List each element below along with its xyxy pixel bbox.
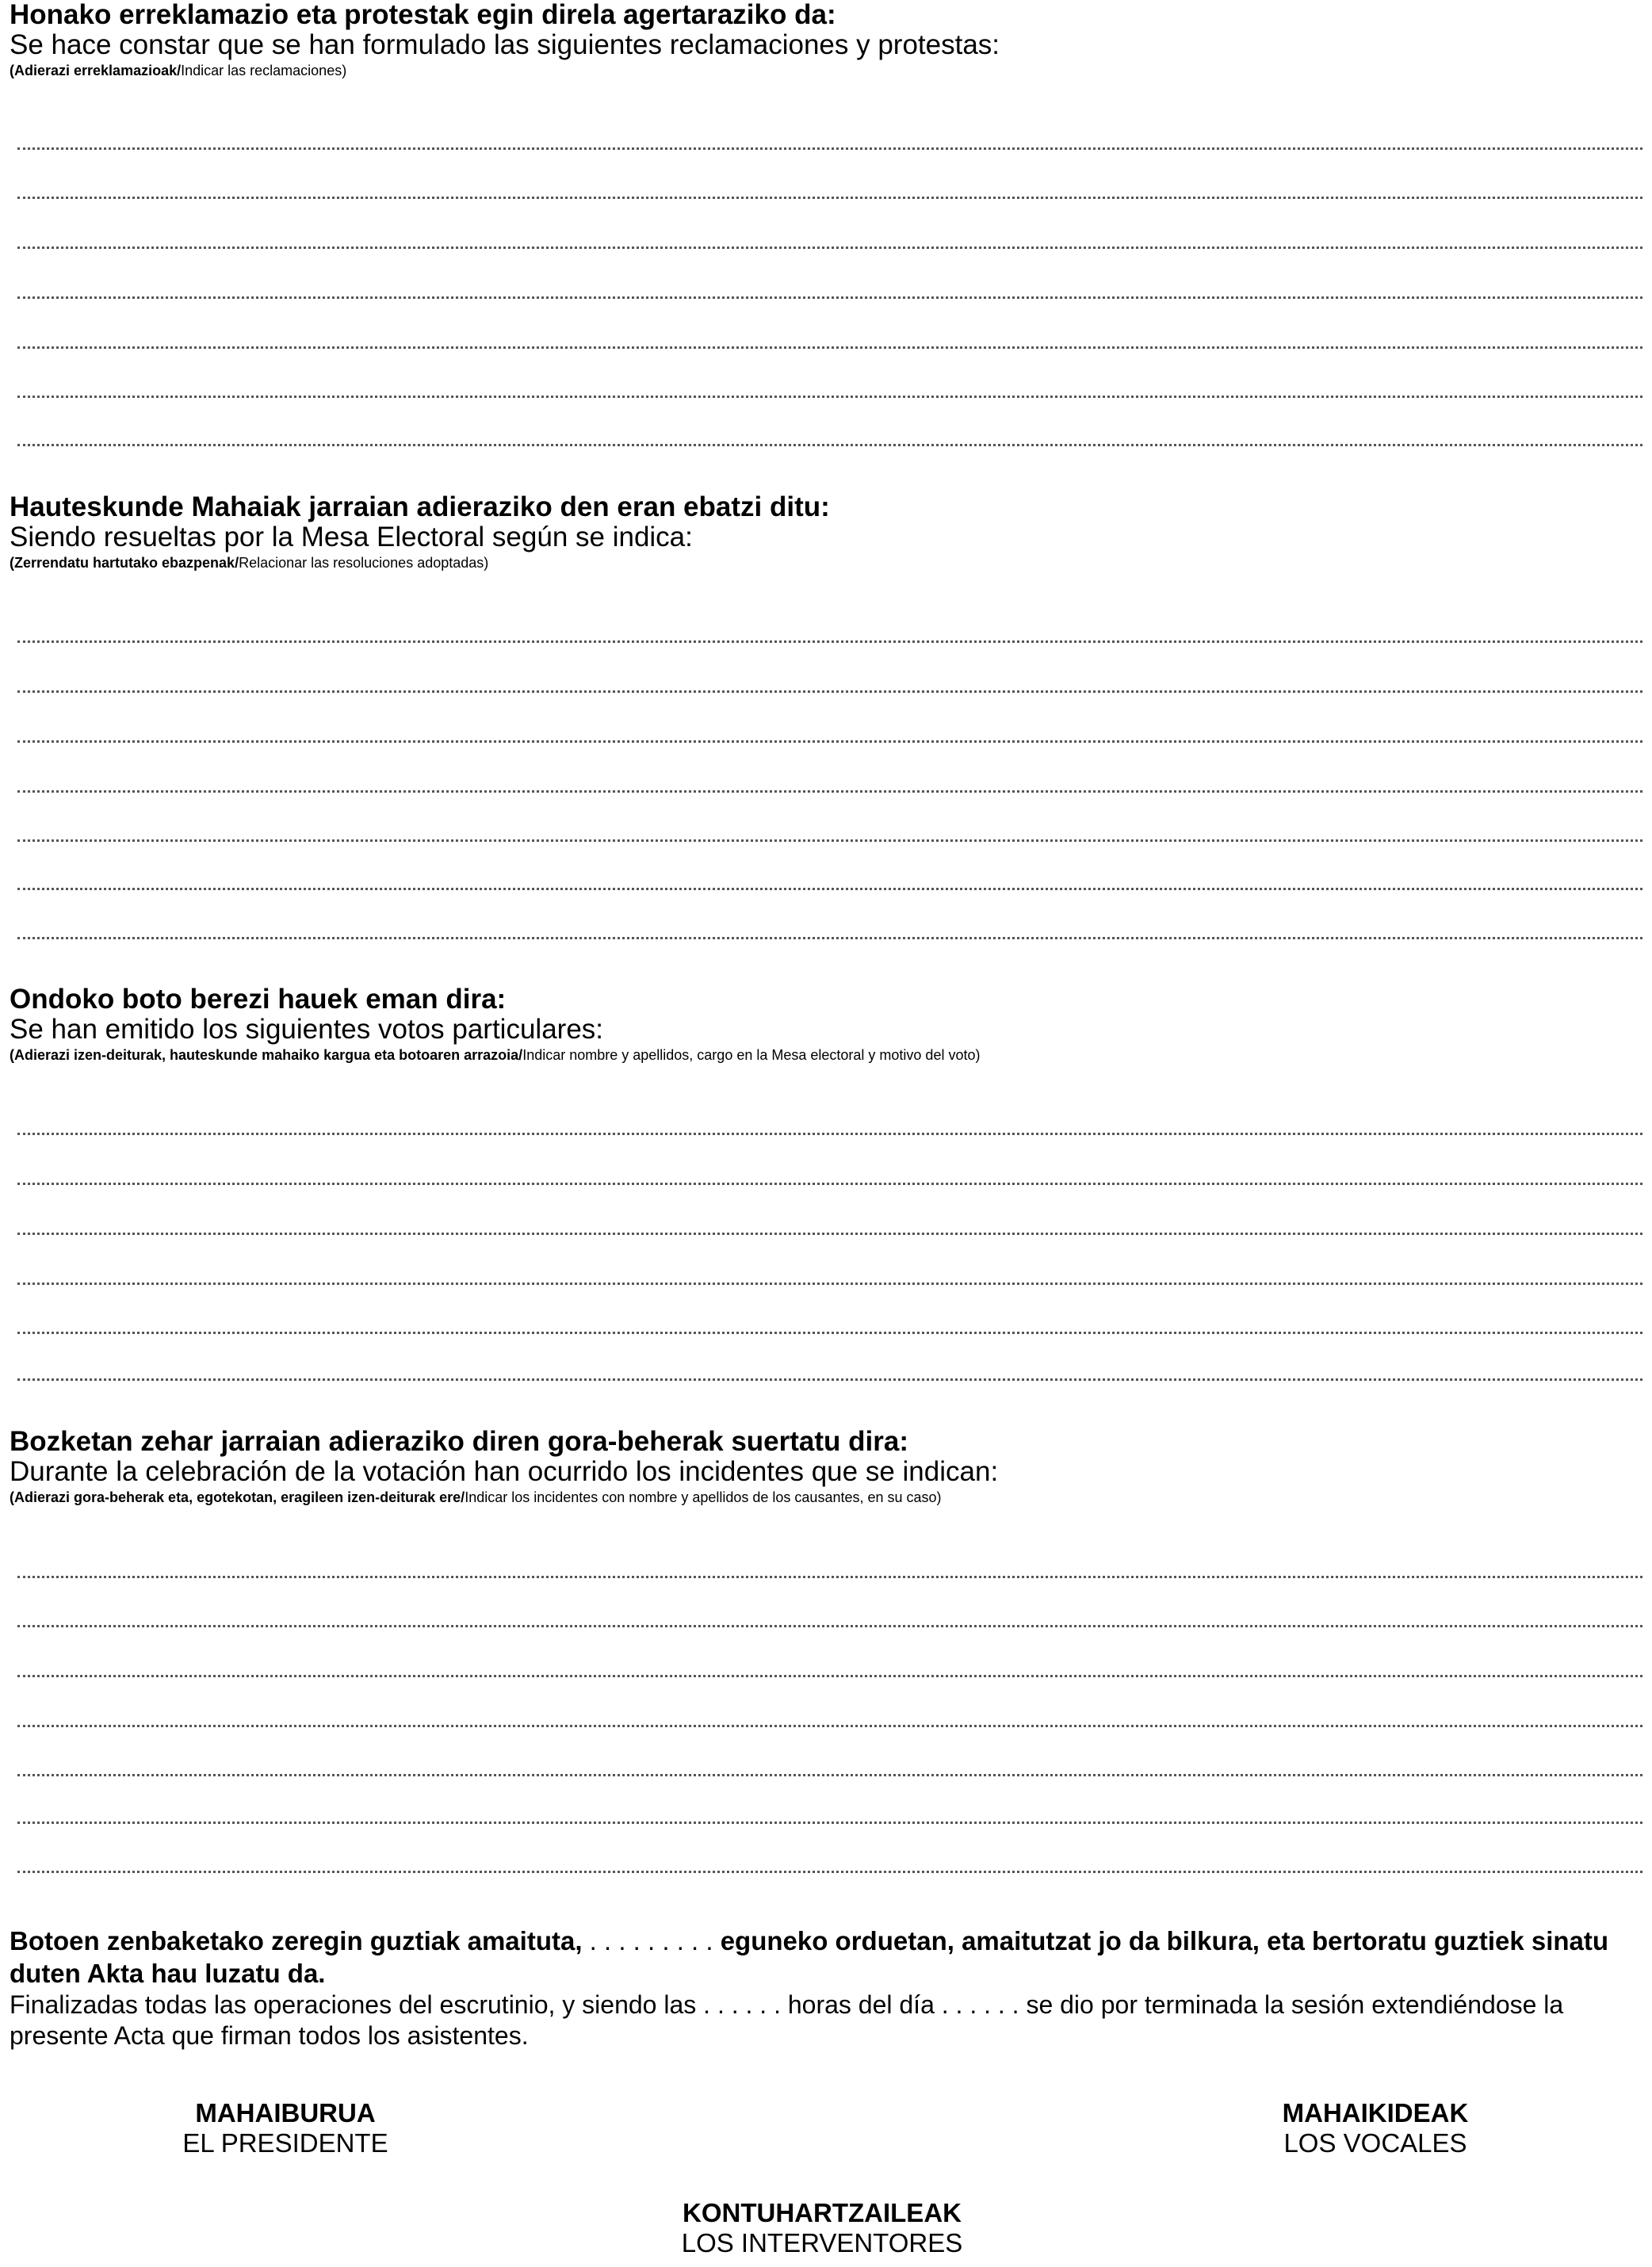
section-heading-basque: Hauteskunde Mahaiak jarraian adieraziko den eran ebatzi ditu: (10, 491, 830, 522)
fill-line[interactable] (17, 1233, 1642, 1235)
signature-interventores (656, 2198, 989, 2258)
signature-president (119, 2098, 452, 2158)
fill-line[interactable] (17, 1725, 1642, 1727)
instruction-basque: (Adierazi izen-deiturak, hauteskunde mahaiko kargua eta botoaren arrazoia/ (10, 1047, 523, 1063)
interventores-spanish: LOS INTERVENTORES (681, 2228, 963, 2257)
fill-line[interactable] (17, 1378, 1642, 1381)
fill-line[interactable] (17, 640, 1642, 643)
instruction-spanish: Indicar los incidentes con nombre y apellidos de los causantes, en su caso) (465, 1489, 942, 1505)
section-votos-particulares (10, 984, 1644, 1065)
vocales-spanish: LOS VOCALES (1283, 2128, 1467, 2158)
fill-line[interactable] (17, 247, 1642, 249)
closing-basque-part2: eguneko orduetan, amaitutzat jo da bilkura, eta bertoratu guztiek sinatu duten Akta hau luzatu da. (10, 1926, 1609, 1988)
fill-line[interactable] (17, 147, 1642, 150)
fill-line[interactable] (17, 197, 1642, 199)
section-heading-spanish: Se han emitido los siguientes votos particulares: (10, 1014, 604, 1045)
closing-date-blank[interactable]: . . . . . . . . . (582, 1926, 721, 1955)
fill-line[interactable] (17, 937, 1642, 939)
section-instruction (10, 1045, 1644, 1065)
section-heading-basque: Ondoko boto berezi hauek eman dira: (10, 984, 507, 1015)
section-instruction (10, 1487, 1644, 1508)
section-reclamaciones (10, 0, 1644, 81)
section-resoluciones (10, 492, 1644, 573)
fill-line[interactable] (17, 346, 1642, 349)
fill-line[interactable] (17, 1675, 1642, 1677)
closing-basque-part1: Botoen zenbaketako zeregin guztiak amaituta, (10, 1926, 583, 1955)
fill-line[interactable] (17, 790, 1642, 793)
fill-line[interactable] (17, 1283, 1642, 1285)
fill-line[interactable] (17, 740, 1642, 743)
vocales-basque: MAHAIKIDEAK (1282, 2098, 1469, 2127)
fill-line[interactable] (17, 1774, 1642, 1776)
fill-line[interactable] (17, 1332, 1642, 1334)
fill-line[interactable] (17, 1822, 1642, 1824)
section-heading-spanish: Durante la celebración de la votación han ocurrido los incidentes que se indican: (10, 1456, 999, 1487)
fill-line[interactable] (17, 1625, 1642, 1627)
closing-paragraph (10, 1925, 1642, 2051)
signature-vocales (1209, 2098, 1542, 2158)
fill-line[interactable] (17, 1576, 1642, 1578)
president-basque: MAHAIBURUA (195, 2098, 376, 2127)
section-heading-basque: Honako erreklamazio eta protestak egin direla agertaraziko da: (10, 0, 836, 30)
fill-line[interactable] (17, 690, 1642, 693)
interventores-basque: KONTUHARTZAILEAK (683, 2198, 962, 2227)
section-incidentes (10, 1427, 1644, 1508)
fill-line[interactable] (17, 396, 1642, 398)
instruction-spanish: Indicar nombre y apellidos, cargo en la Mesa electoral y motivo del voto) (522, 1047, 981, 1063)
fill-line[interactable] (17, 839, 1642, 842)
fill-line[interactable] (17, 1133, 1642, 1135)
section-heading-basque: Bozketan zehar jarraian adieraziko diren gora-beherak suertatu dira: (10, 1426, 908, 1457)
instruction-basque: (Adierazi gora-beherak eta, egotekotan, eragileen izen-deiturak ere/ (10, 1489, 465, 1505)
section-heading-spanish: Siendo resueltas por la Mesa Electoral según se indica: (10, 522, 693, 552)
section-instruction (10, 552, 1644, 573)
instruction-basque: (Zerrendatu hartutako ebazpenak/ (10, 555, 239, 571)
fill-line[interactable] (17, 296, 1642, 299)
fill-line[interactable] (17, 1871, 1642, 1873)
section-instruction (10, 60, 1644, 81)
instruction-spanish: Indicar las reclamaciones) (181, 63, 347, 78)
president-spanish: EL PRESIDENTE (182, 2128, 388, 2158)
section-heading-spanish: Se hace constar que se han formulado las siguientes reclamaciones y protestas: (10, 29, 1000, 60)
closing-spanish: Finalizadas todas las operaciones del escrutinio, y siendo las . . . . . . horas del día . . . . . . se dio por terminada la sesión extendiéndose la presente Acta que firman todos los asistentes. (10, 1990, 1564, 2050)
fill-line[interactable] (17, 1183, 1642, 1185)
instruction-spanish: Relacionar las resoluciones adoptadas) (239, 555, 489, 571)
fill-line[interactable] (17, 888, 1642, 890)
fill-line[interactable] (17, 444, 1642, 446)
closing-basque (10, 1925, 1642, 1990)
instruction-basque: (Adierazi erreklamazioak/ (10, 63, 182, 78)
